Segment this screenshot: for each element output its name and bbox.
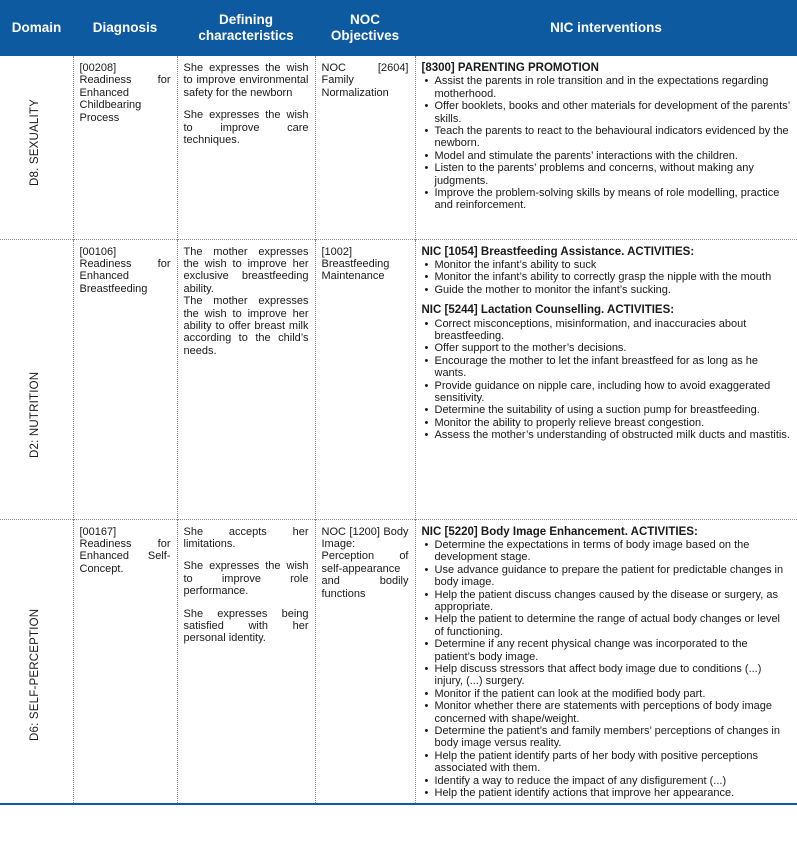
diagnosis-cell: [00167] Readiness for Enhanced Self-Concept. (73, 519, 177, 804)
diagnosis-cell: [00106] Readiness for Enhanced Breastfeeding (73, 239, 177, 519)
noc-cell: NOC [2604] Family Normalization (315, 56, 415, 239)
characteristic: The mother expresses the wish to improve her exclusive breastfeeding ability. (183, 245, 309, 295)
header-defining-characteristics: Defining characteristics (198, 12, 294, 43)
list-item: • Teach the parents to react to the behavioural indicators evidenced by the newborn. (422, 125, 792, 150)
list-item: • Determine the patient’s and family members’ perceptions of changes in body image versus reality. (422, 725, 792, 750)
header-nic-interventions: NIC interventions (550, 20, 662, 35)
domain-label: D8. SEXUALITY (29, 99, 42, 187)
nic-title: NIC [1054] Breastfeeding Assistance. ACTIVITIES: (421, 245, 695, 258)
list-item: • Correct misconceptions, misinformation, and inaccuracies about breastfeeding. (422, 318, 792, 343)
characteristic: She expresses being satisfied with her personal identity. (183, 607, 309, 645)
characteristics-cell (177, 519, 315, 804)
activity-list (422, 318, 792, 442)
domain-cell (0, 519, 73, 804)
activity-list (422, 259, 792, 296)
list-item: • Offer support to the mother’s decisions. (422, 342, 792, 354)
table-row-sexuality (0, 56, 797, 239)
list-item: • Assist the parents in role transition and in the expectations regarding motherhood. (422, 75, 792, 100)
list-item: • Monitor the ability to properly relieve breast congestion. (422, 417, 792, 429)
list-item: • Determine the expectations in terms of body image based on the development stage. (422, 539, 792, 564)
characteristics-cell (177, 239, 315, 519)
domain-label: D2: NUTRITION (29, 371, 42, 459)
characteristic: She expresses the wish to improve environmental safety for the newborn (183, 62, 309, 99)
list-item: • Provide guidance on nipple care, including how to avoid exaggerated sensitivity. (422, 380, 792, 405)
list-item: • Offer booklets, books and other materials for development of the parents’ skills. (422, 100, 792, 125)
list-item: • Help the patient identify actions that improve her appearance. (422, 787, 792, 799)
list-item: • Help the patient discuss changes caused by the disease or surgery, as appropriate. (422, 589, 792, 614)
domain-cell (0, 56, 73, 239)
characteristic: She accepts her limitations. (183, 525, 309, 550)
list-item: • Guide the mother to monitor the infant’s sucking. (422, 284, 792, 296)
list-item: • Use advance guidance to prepare the patient for predictable changes in body image. (422, 564, 792, 589)
nic-title: NIC [5244] Lactation Counselling. ACTIVITIES: (421, 304, 675, 317)
domain-cell (0, 239, 73, 519)
activity-list (422, 539, 792, 800)
list-item: • Encourage the mother to let the infant breastfeed for as long as he wants. (422, 355, 792, 380)
header-row (0, 0, 797, 56)
list-item: • Determine the suitability of using a suction pump for breastfeeding. (422, 404, 792, 416)
list-item: • Listen to the parents’ problems and concerns, without making any judgments. (422, 162, 792, 187)
list-item: • Monitor whether there are statements with perceptions of body image concerned with shape/weight. (422, 700, 792, 725)
list-item: • Monitor if the patient can look at the modified body part. (422, 688, 792, 700)
list-item: • Help the patient to determine the range of actual body changes or level of functioning. (422, 613, 792, 638)
header-noc-objectives: NOC Objectives (330, 12, 400, 43)
nic-title: [8300] PARENTING PROMOTION (421, 62, 599, 74)
characteristic: She expresses the wish to improve care techniques. (183, 109, 309, 147)
list-item: • Help the patient identify parts of her body with positive perceptions associated with them. (422, 750, 792, 775)
noc-cell: [1002] Breastfeeding Maintenance (315, 239, 415, 519)
noc-cell: NOC [1200] Body Image: Perception of self-appearance and bodily functions (315, 519, 415, 804)
table-row-nutrition (0, 239, 797, 519)
header-domain: Domain (11, 20, 62, 35)
nic-cell (415, 56, 797, 239)
list-item: • Assess the mother’s understanding of obstructed milk ducts and mastitis. (422, 429, 792, 441)
nic-cell (415, 519, 797, 804)
list-item: • Identify a way to reduce the impact of any disfigurement (...) (422, 775, 792, 787)
characteristics-cell (177, 56, 315, 239)
list-item: • Monitor the infant’s ability to correctly grasp the nipple with the mouth (422, 271, 792, 283)
list-item: • Model and stimulate the parents’ interactions with the children. (422, 150, 792, 162)
domain-label: D6: SELF-PERCEPTION (29, 608, 42, 742)
list-item: • Determine if any recent physical change was incorporated to the patient’s body image. (422, 638, 792, 663)
list-item: • Monitor the infant’s ability to suck (422, 259, 792, 271)
diagnosis-cell: [00208] Readiness for Enhanced Childbearing Process (73, 56, 177, 239)
list-item: • Help discuss stressors that affect body image due to conditions (...) injury, (...) surgery. (422, 663, 792, 688)
activity-list (422, 75, 792, 211)
nic-cell (415, 239, 797, 519)
nic-title: NIC [5220] Body Image Enhancement. ACTIVITIES: (421, 525, 698, 538)
list-item: • Improve the problem-solving skills by means of role modelling, practice and reinforcement. (422, 187, 792, 212)
characteristic: She expresses the wish to improve role performance. (183, 560, 309, 598)
header-diagnosis: Diagnosis (92, 20, 158, 35)
table-row-self-perception (0, 519, 797, 804)
characteristic: The mother expresses the wish to improve her ability to offer breast milk according to the child’s needs. (183, 295, 309, 357)
